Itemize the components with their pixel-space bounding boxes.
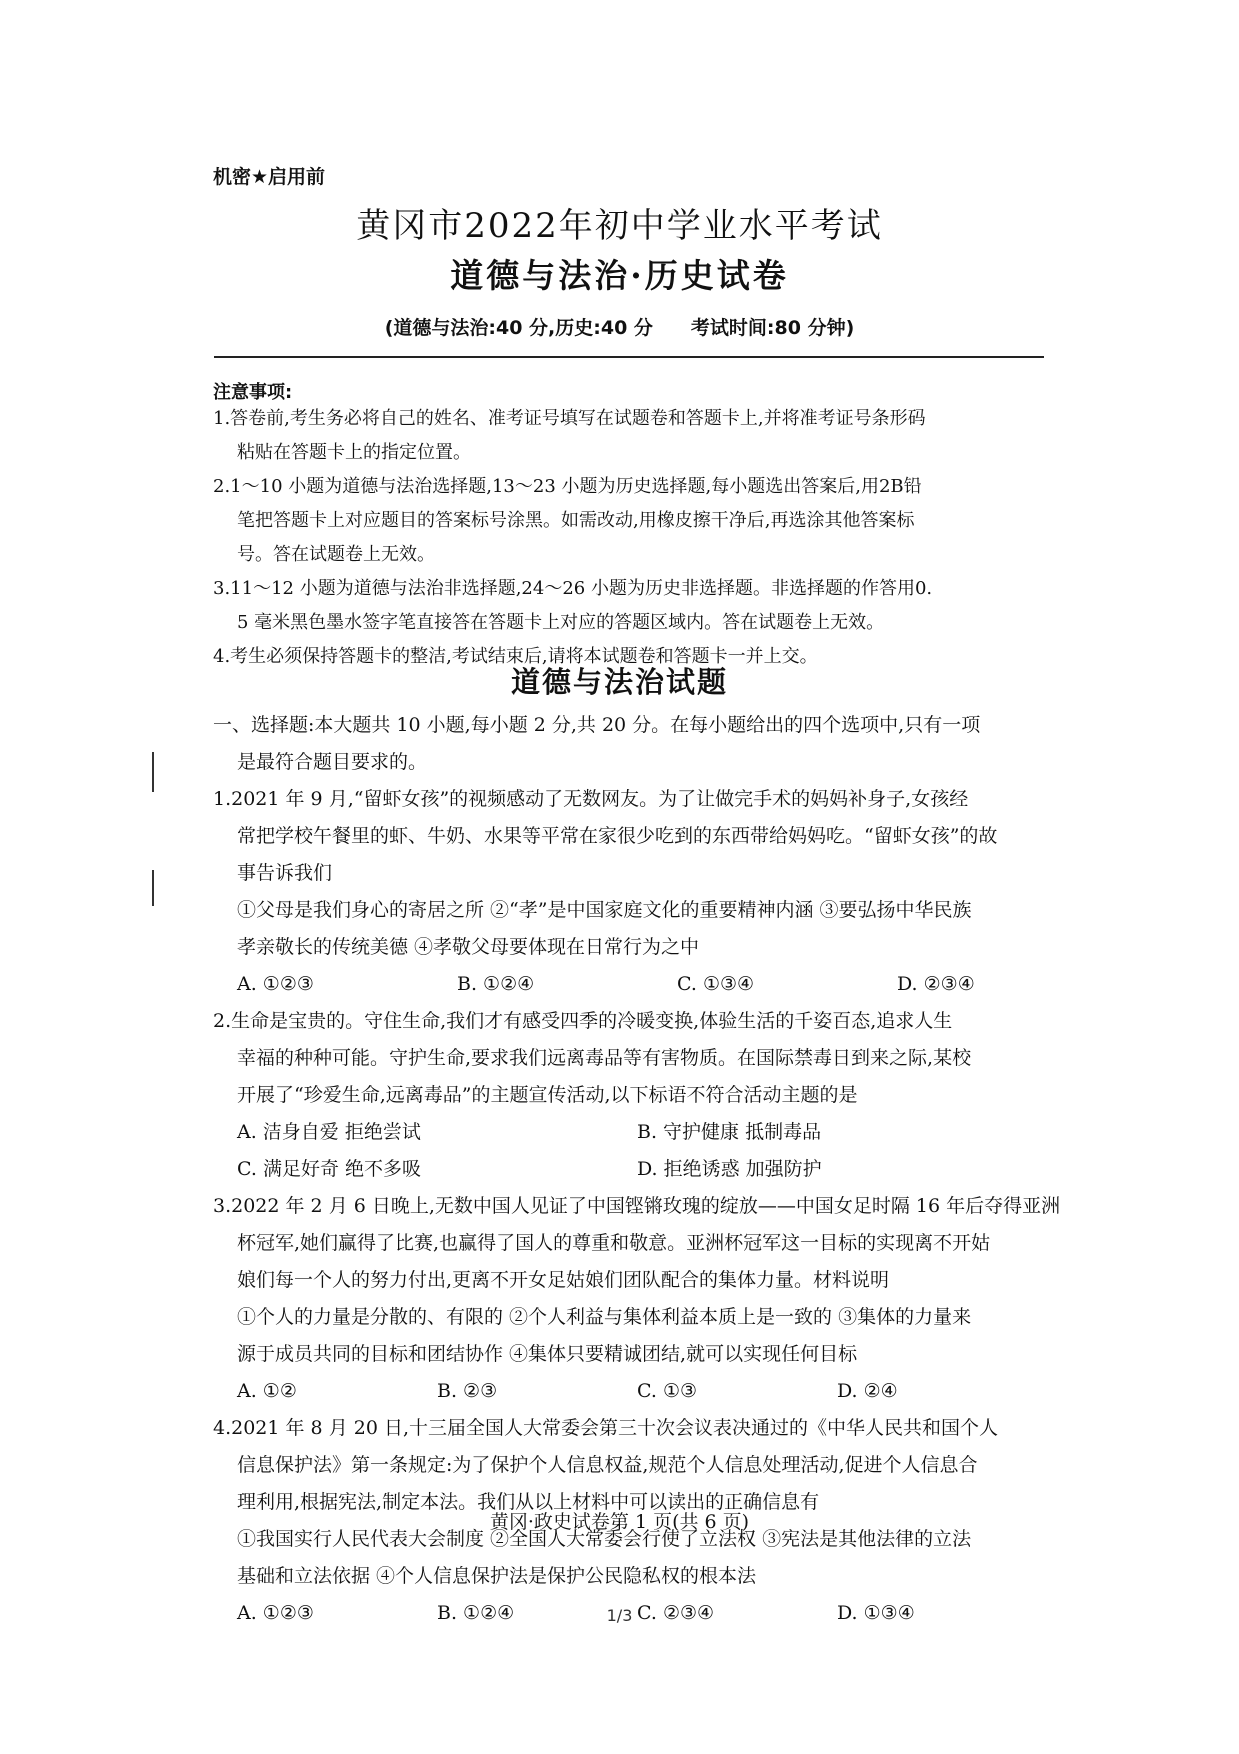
- option-d: D. ②③④: [897, 973, 975, 995]
- option-a: A. ①②③: [237, 1602, 314, 1624]
- question-4-stem: ①我国实行人民代表大会制度 ②全国人大常委会行使了立法权 ③宪法是其他法律的立法: [237, 1528, 972, 1550]
- section-title: 道德与法治试题: [510, 665, 728, 699]
- notice-line: 笔把答题卡上对应题目的答案标号涂黑。如需改动,用橡皮擦干净后,再选涂其他答案标: [237, 510, 915, 531]
- question-4-stem: 理利用,根据宪法,制定本法。我们从以上材料中可以读出的正确信息有: [237, 1491, 820, 1513]
- question-1-stem: 1.2021 年 9 月,“留虾女孩”的视频感动了无数网友。为了让做完手术的妈妈补身子,女孩经: [213, 788, 969, 810]
- notice-line: 号。答在试题卷上无效。: [237, 544, 435, 565]
- question-1-options: [213, 966, 1063, 1003]
- question-4-stem: 信息保护法》第一条规定:为了保护个人信息权益,规范个人信息处理活动,促进个人信息合: [237, 1454, 978, 1476]
- question-2-stem: 开展了“珍爱生命,远离毒品”的主题宣传活动,以下标语不符合活动主题的是: [237, 1084, 858, 1106]
- option-b: B. ①②④: [437, 1602, 515, 1624]
- question-4-stem: 基础和立法依据 ④个人信息保护法是保护公民隐私权的根本法: [237, 1565, 757, 1587]
- option-c: C. ①③: [637, 1380, 698, 1402]
- question-1-stem: 事告诉我们: [237, 862, 333, 884]
- score-info: (道德与法治:40 分,历史:40 分 考试时间:80 分钟): [384, 317, 855, 339]
- question-1-stem: 常把学校午餐里的虾、牛奶、水果等平常在家很少吃到的东西带给妈妈吃。“留虾女孩”的故: [237, 825, 998, 847]
- exam-title: 黄冈市2022年初中学业水平考试: [356, 206, 883, 246]
- option-d: D. ①③④: [837, 1602, 915, 1624]
- question-2-stem: 2.生命是宝贵的。守住生命,我们才有感受四季的冷暖变换,体验生活的千姿百态,追求人生: [213, 1010, 953, 1032]
- question-3-stem: 3.2022 年 2 月 6 日晚上,无数中国人见证了中国铿锵玫瑰的绽放——中国女足时隔 16 年后夺得亚洲: [213, 1195, 1061, 1217]
- option-d: D. ②④: [837, 1380, 898, 1402]
- notice-heading: 注意事项:: [213, 382, 293, 403]
- notice-line: 4.考生必须保持答题卡的整洁,考试结束后,请将本试题卷和答题卡一并上交。: [213, 646, 818, 667]
- notice-line: 5 毫米黑色墨水签字笔直接答在答题卡上对应的答题区域内。答在试题卷上无效。: [237, 612, 885, 633]
- page-footer: 黄冈·政史试卷第 1 页(共 6 页): [489, 1511, 750, 1533]
- question-3-options: [213, 1373, 1063, 1410]
- option-b: B. ②③: [437, 1380, 498, 1402]
- header-divider: [214, 356, 1044, 358]
- option-a: A. ①②③: [237, 973, 314, 995]
- question-2-stem: 幸福的种种可能。守护生命,要求我们远离毒品等有害物质。在国际禁毒日到来之际,某校: [237, 1047, 972, 1069]
- question-2-options: [213, 1151, 1063, 1188]
- exam-subtitle: 道德与法治·历史试卷: [450, 256, 789, 295]
- question-3-stem: 娘们每一个人的努力付出,更离不开女足姑娘们团队配合的集体力量。材料说明: [237, 1269, 890, 1291]
- notice-line: 2.1～10 小题为道德与法治选择题,13～23 小题为历史选择题,每小题选出答案后,用2B铅: [213, 476, 922, 497]
- option-b: B. 守护健康 抵制毒品: [637, 1121, 822, 1143]
- question-3-stem: ①个人的力量是分散的、有限的 ②个人利益与集体利益本质上是一致的 ③集体的力量来: [237, 1306, 972, 1328]
- question-1-stem: 孝亲敬长的传统美德 ④孝敬父母要体现在日常行为之中: [237, 936, 700, 958]
- margin-mark: [152, 870, 154, 906]
- confidential-label: 机密★启用前: [213, 166, 326, 188]
- notice-list: [213, 402, 1053, 674]
- option-c: C. ①③④: [677, 973, 755, 995]
- option-d: D. 拒绝诱惑 加强防护: [637, 1158, 822, 1180]
- pdf-page-indicator: 1/3: [606, 1606, 633, 1625]
- question-body: [213, 707, 1063, 1632]
- option-a: A. ①②: [237, 1380, 297, 1402]
- section-instruction: 是最符合题目要求的。: [237, 751, 428, 773]
- section-instruction: 一、选择题:本大题共 10 小题,每小题 2 分,共 20 分。在每小题给出的四个选项中,只有一项: [213, 714, 981, 736]
- option-b: B. ①②④: [457, 973, 535, 995]
- notice-line: 3.11～12 小题为道德与法治非选择题,24～26 小题为历史非选择题。非选择题的作答用0.: [213, 578, 933, 599]
- option-c: C. 满足好奇 绝不多吸: [237, 1158, 421, 1180]
- notice-line: 1.答卷前,考生务必将自己的姓名、准考证号填写在试题卷和答题卡上,并将准考证号条形码: [213, 408, 926, 429]
- question-3-stem: 源于成员共同的目标和团结协作 ④集体只要精诚团结,就可以实现任何目标: [237, 1343, 858, 1365]
- option-a: A. 洁身自爱 拒绝尝试: [237, 1121, 421, 1143]
- question-4-stem: 4.2021 年 8 月 20 日,十三届全国人大常委会第三十次会议表决通过的《中华人民共和国个人: [213, 1417, 998, 1439]
- margin-mark: [152, 752, 154, 792]
- question-2-options: [213, 1114, 1063, 1151]
- notice-line: 粘贴在答题卡上的指定位置。: [237, 442, 471, 463]
- question-3-stem: 杯冠军,她们赢得了比赛,也赢得了国人的尊重和敬意。亚洲杯冠军这一目标的实现离不开姑: [237, 1232, 991, 1254]
- question-1-stem: ①父母是我们身心的寄居之所 ②“孝”是中国家庭文化的重要精神内涵 ③要弘扬中华民族: [237, 899, 972, 921]
- option-c: C. ②③④: [637, 1602, 715, 1624]
